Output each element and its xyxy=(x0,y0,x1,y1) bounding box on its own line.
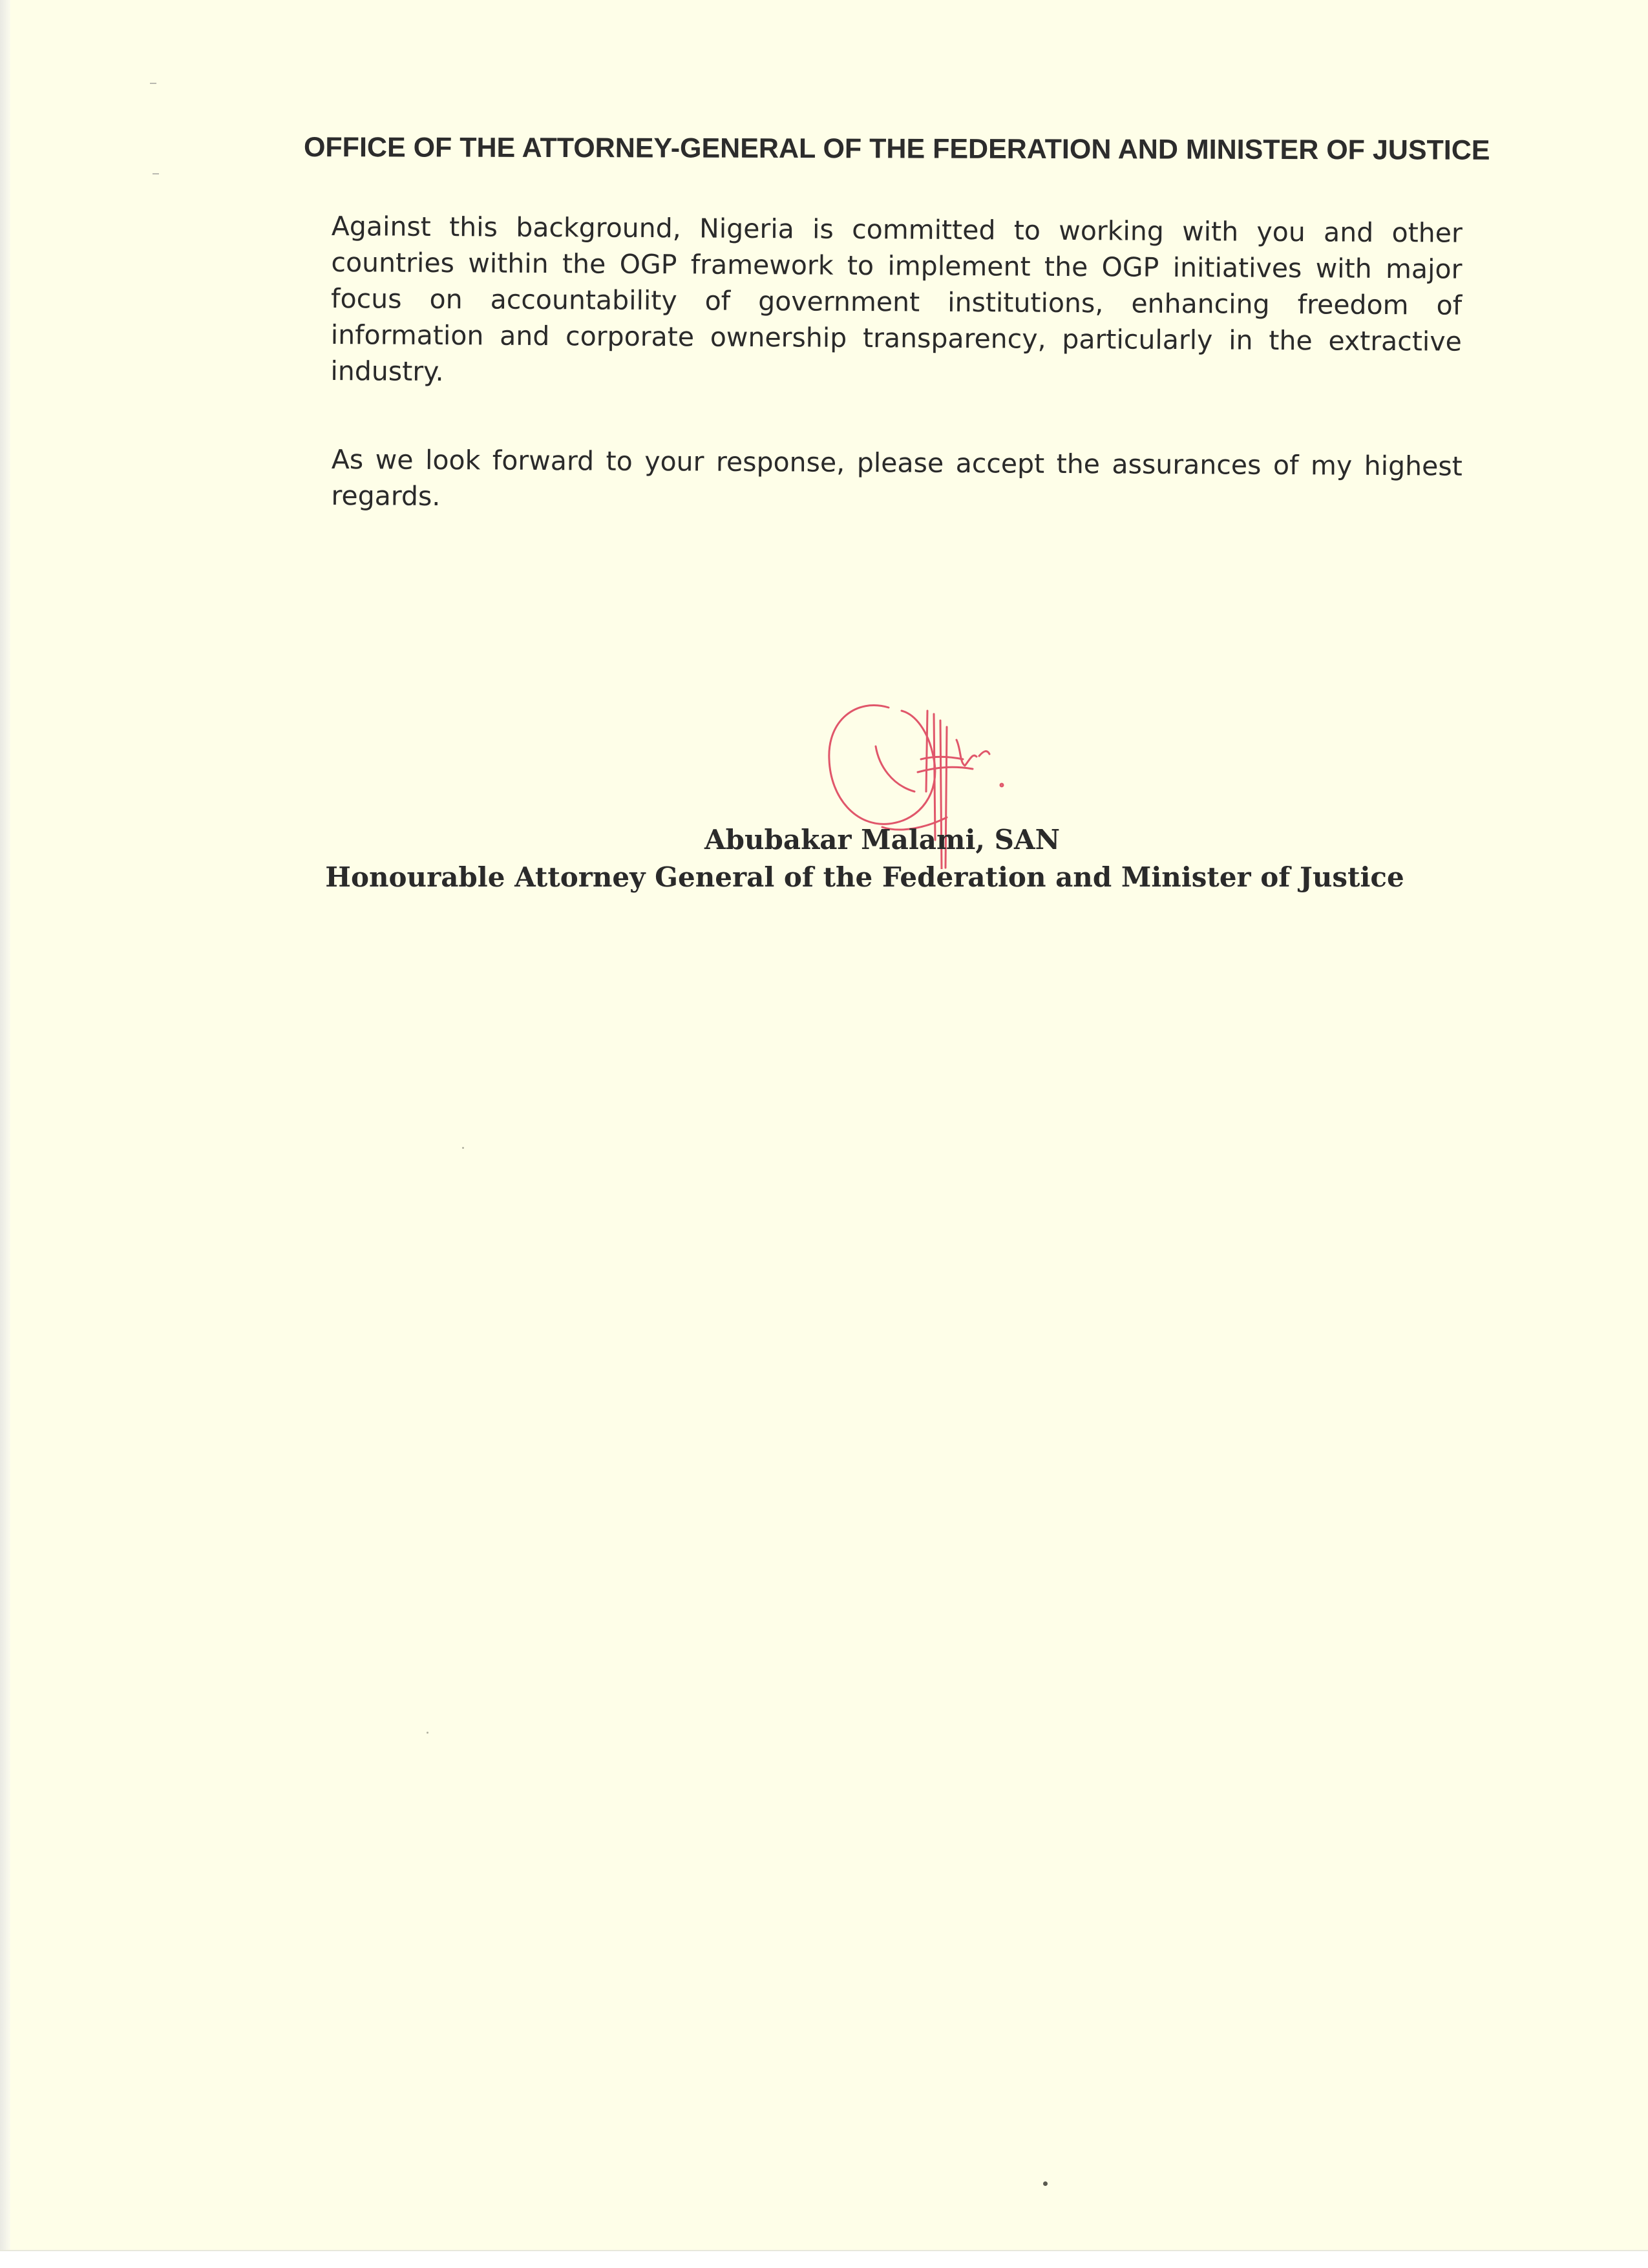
signatory-name: Abubakar Malami, SAN xyxy=(704,824,1060,856)
scan-speck xyxy=(427,1732,428,1734)
body-paragraph-1: Against this background, Nigeria is committed to working with you and other countries within the OGP framework to implement the OGP initiatives with major focus on accountability of government institutions, enhancing freedom of information and corporate ownership transparency, particularly in the extractive industry. xyxy=(330,210,1463,388)
scan-bottom-edge xyxy=(0,2250,1648,2268)
scan-speck xyxy=(462,1147,464,1149)
scan-mark xyxy=(150,83,156,84)
signatory-title: Honourable Attorney General of the Federation and Minister of Justice xyxy=(325,861,1404,893)
body-paragraph-2: As we look forward to your response, please accept the assurances of my highest regards. xyxy=(331,443,1463,512)
office-letterhead: OFFICE OF THE ATTORNEY-GENERAL OF THE FEDERATION AND MINISTER OF JUSTICE xyxy=(303,132,1490,166)
scan-edge xyxy=(0,0,10,2268)
scan-mark xyxy=(153,173,159,174)
scan-speck xyxy=(1043,2181,1048,2186)
